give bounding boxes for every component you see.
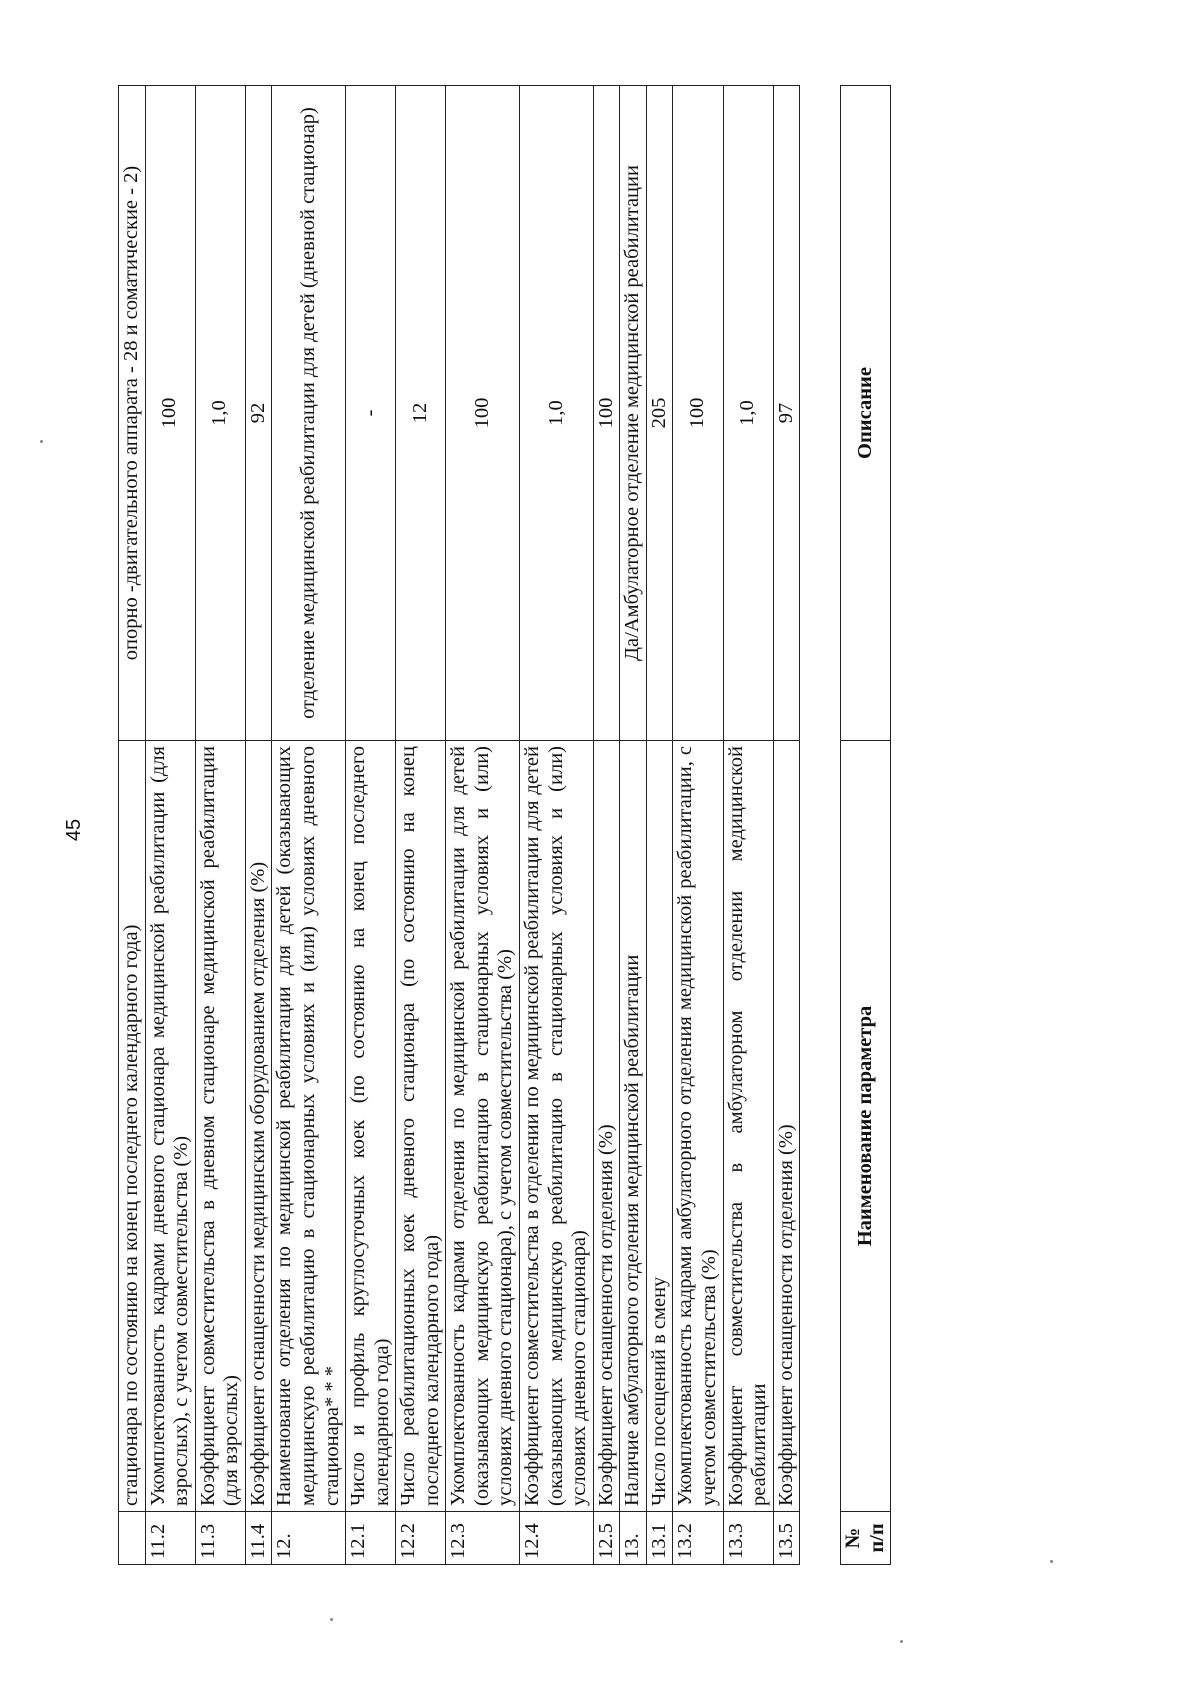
row-number: 13. [620, 1512, 647, 1565]
parameter-value: 100 [446, 86, 520, 741]
table-row [773, 86, 800, 1565]
parameter-value: 1,0 [723, 86, 773, 741]
parameter-name: Наличие амбулаторного отделения медицинской реабилитации [620, 741, 647, 1512]
row-number: 12.5 [593, 1512, 620, 1565]
parameter-value: 97 [773, 86, 800, 741]
row-number [119, 1512, 146, 1565]
parameter-name: Укомплектованность кадрами амбулаторного отделения медицинской реабилитации, с учетом совместительства (%) [673, 741, 723, 1512]
row-number: 11.2 [145, 1512, 195, 1565]
parameter-value: 100 [145, 86, 195, 741]
row-number: 12.4 [520, 1512, 594, 1565]
table-row [620, 86, 647, 1565]
table-row [673, 86, 723, 1565]
scan-speck [330, 1618, 333, 1621]
page-number: 45 [63, 818, 85, 842]
parameter-name: стационара по состоянию на конец последнего календарного года) [119, 741, 146, 1512]
parameter-name: Коэффициент совместительства в амбулаторном отделении медицинской реабилитации [723, 741, 773, 1512]
parameter-name: Наименование отделения по медицинской реабилитации для детей (оказывающих медицинскую реабилитацию в стационарных условиях и (или) условиях дневного стационара* * * [272, 741, 346, 1512]
parameter-value: опорно -двигательного аппарата - 28 и соматические - 2) [119, 86, 146, 741]
parameter-value: Да/Амбулаторное отделение медицинской реабилитации [620, 86, 647, 741]
parameter-value: 1,0 [520, 86, 594, 741]
row-number: 12. [272, 1512, 346, 1565]
table-row [396, 86, 446, 1565]
parameter-value: 205 [646, 86, 673, 741]
parameter-name: Число посещений в смену [646, 741, 673, 1512]
parameter-name: Укомплектованность кадрами дневного стационара медицинской реабилитации (для взрослых), с учетом совместительства (%) [145, 741, 195, 1512]
row-number: 13.5 [773, 1512, 800, 1565]
scan-speck [900, 1640, 903, 1643]
table-row [245, 86, 272, 1565]
table-row [723, 86, 773, 1565]
scan-speck [40, 440, 43, 443]
parameter-name: Укомплектованность кадрами отделения по медицинской реабилитации для детей (оказывающих медицинскую реабилитацию в стационарных условиях и (или) условиях дневного стационара), с учетом совместительства (%) [446, 741, 520, 1512]
header-name: Наименование параметра [841, 741, 891, 1512]
row-number: 13.1 [646, 1512, 673, 1565]
parameter-value: - [346, 86, 396, 741]
row-number: 13.2 [673, 1512, 723, 1565]
parameter-value: отделение медицинской реабилитации для детей (дневной стационар) [272, 86, 346, 741]
table-row [145, 86, 195, 1565]
table-row [646, 86, 673, 1565]
table-row [593, 86, 620, 1565]
parameter-value: 92 [245, 86, 272, 741]
header-desc: Описание [841, 86, 891, 741]
parameter-name: Коэффициент оснащенности отделения (%) [593, 741, 620, 1512]
header-table [840, 85, 891, 1565]
row-number: 11.3 [195, 1512, 245, 1565]
parameter-value: 100 [673, 86, 723, 741]
parameter-name: Число и профиль круглосуточных коек (по состоянию на конец последнего календарного года) [346, 741, 396, 1512]
parameters-table [118, 85, 800, 1565]
parameter-name: Коэффициент оснащенности отделения (%) [773, 741, 800, 1512]
table-row [272, 86, 346, 1565]
parameter-name: Коэффициент совместительства в дневном стационаре медицинской реабилитации (для взрослых) [195, 741, 245, 1512]
row-number: 12.3 [446, 1512, 520, 1565]
row-number: 12.2 [396, 1512, 446, 1565]
header-row [841, 86, 891, 1565]
parameter-value: 1,0 [195, 86, 245, 741]
rotated-document-table [118, 85, 891, 1565]
parameter-name: Коэффициент оснащенности медицинским оборудованием отделения (%) [245, 741, 272, 1512]
scan-speck [1050, 1560, 1053, 1563]
parameter-name: Число реабилитационных коек дневного стационара (по состоянию на конец последнего календарного года) [396, 741, 446, 1512]
parameter-value: 100 [593, 86, 620, 741]
row-number: 11.4 [245, 1512, 272, 1565]
parameter-value: 12 [396, 86, 446, 741]
header-num: № п/п [841, 1512, 891, 1565]
table-row [195, 86, 245, 1565]
table-row [520, 86, 594, 1565]
table-row [346, 86, 396, 1565]
table-row [446, 86, 520, 1565]
parameter-name: Коэффициент совместительства в отделении по медицинской реабилитации для детей (оказывающих медицинскую реабилитацию в стационарных условиях и (или) условиях дневного стационара) [520, 741, 594, 1512]
table-row [119, 86, 146, 1565]
row-number: 12.1 [346, 1512, 396, 1565]
row-number: 13.3 [723, 1512, 773, 1565]
